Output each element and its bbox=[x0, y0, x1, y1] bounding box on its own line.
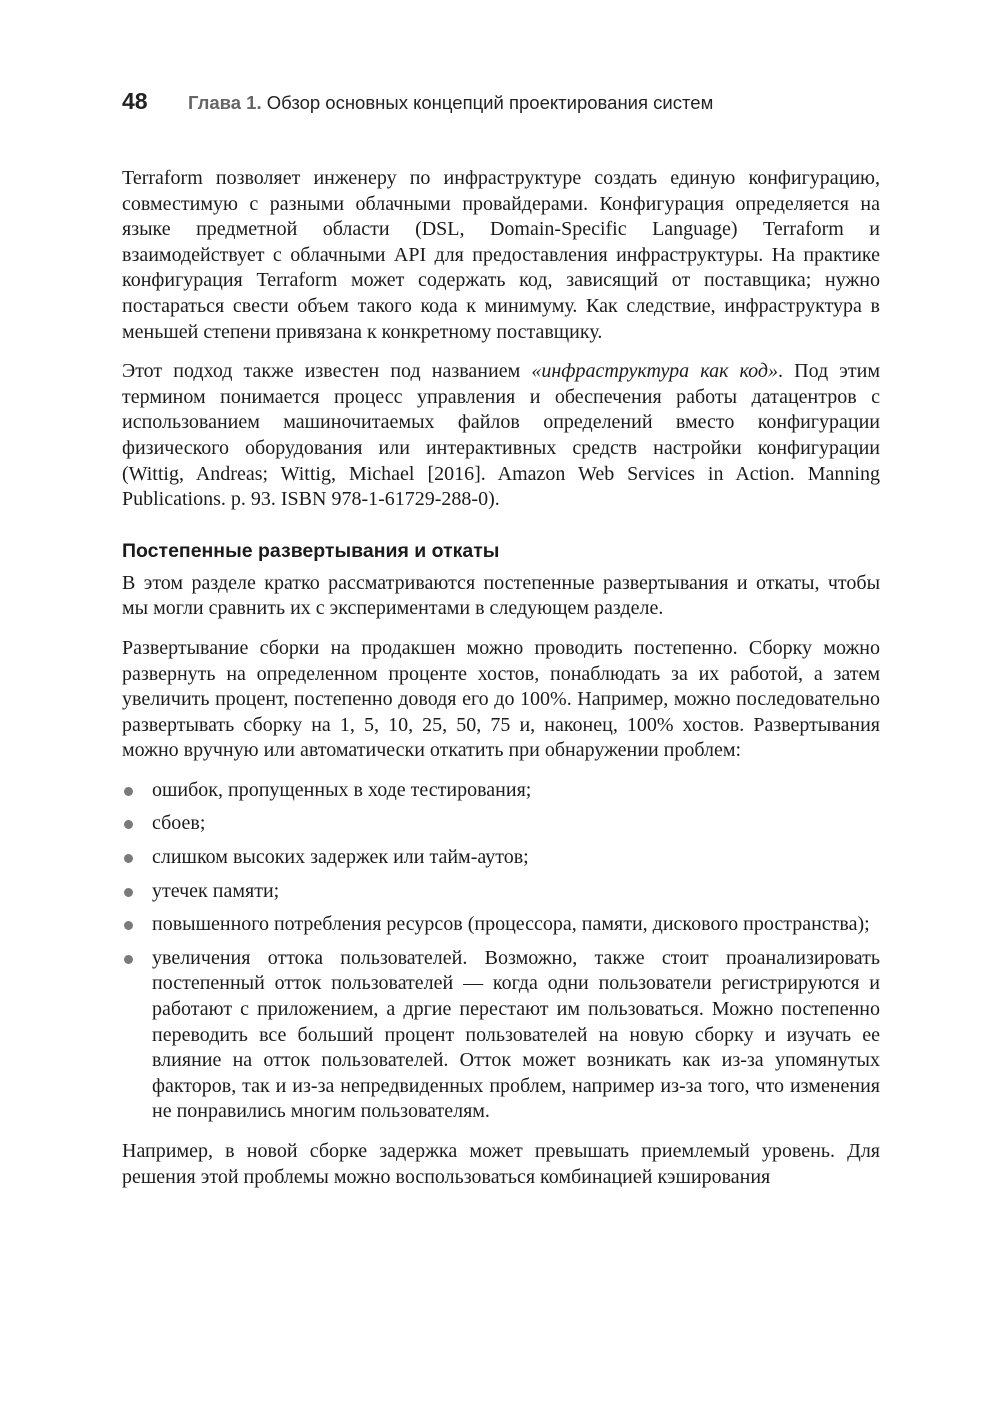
list-item-text: ошибок, пропущенных в ходе тестирования; bbox=[152, 778, 532, 801]
list-item bbox=[122, 879, 880, 905]
list-item-text: сбоев; bbox=[152, 812, 206, 835]
page-number: 48 bbox=[122, 88, 148, 114]
paragraph-iac bbox=[122, 359, 880, 513]
paragraph-gradual-rollout: Развертывание сборки на продакшен можно проводить постепенно. Сборку можно развернуть на определенном проценте хостов, понаблюдать за их работой, а затем увеличить процент, постепенно доводя его до 100%. Например, можно последовательно развертывать сборку на 1, 5, 10, 25, 50, 75 и, наконец, 100% хостов. Развертывания можно вручную или автоматически откатить при обнаружении проблем: bbox=[122, 636, 880, 762]
chapter-title bbox=[188, 92, 713, 114]
list-item bbox=[122, 778, 880, 804]
paragraph-latency-example: Например, в новой сборке задержка может превышать приемлемый уровень. Для решения этой проблемы можно воспользоваться комбинацией кэширования bbox=[122, 1140, 880, 1188]
body-text bbox=[122, 166, 880, 1190]
paragraph-iac-rest: . Под этим термином понимается процесс управления и обеспечения работы датацентров с использованием машиночитаемых файлов определений вместо конфигурации физического оборудования или интерактивных средств настройки конфигурации (Wittig, Andreas; Wittig, Michael [2016]. Amazon Web Services in Action. Manning Publications. p. 93. ISBN 978-1-61729-288-0). bbox=[122, 360, 880, 511]
paragraph-iac-start: Этот подход также известен под названием bbox=[122, 360, 532, 383]
chapter-prefix: Глава 1. bbox=[188, 92, 262, 113]
list-item-text: слишком высоких задержек или тайм-аутов; bbox=[152, 846, 529, 869]
bullet-icon bbox=[124, 820, 133, 829]
paragraph-section-intro: В этом разделе кратко рассматриваются постепенные развертывания и откаты, чтобы мы могли сравнить их с экспериментами в следующем разделе. bbox=[122, 571, 880, 620]
list-item-text: повышенного потребления ресурсов (процессора, памяти, дискового пространства); bbox=[152, 913, 870, 936]
chapter-name: Обзор основных концепций проектирования систем bbox=[266, 92, 714, 113]
list-item bbox=[122, 845, 880, 871]
section-heading: Постепенные развертывания и откаты bbox=[122, 539, 500, 562]
book-page bbox=[122, 88, 880, 1204]
problems-list bbox=[122, 778, 880, 1125]
bullet-icon bbox=[124, 888, 133, 897]
iac-term: «инфраструктура как код» bbox=[531, 360, 778, 383]
paragraph-terraform: Terraform позволяет инженеру по инфраструктуре создать единую конфигурацию, совместимую с разными облачными провайдерами. Конфигурация определяется на языке предметной области (DSL, Domain-Specific Language) Terraform и взаимодействует с облачными API для предоставления инфраструктуры. На практике конфигурация Terraform может содержать код, зависящий от поставщика; нужно постараться свести объем такого кода к минимуму. Как следствие, инфраструктура в меньшей степени привязана к конкретному поставщику. bbox=[122, 167, 880, 343]
list-item bbox=[122, 946, 880, 1125]
bullet-icon bbox=[124, 854, 133, 863]
list-item bbox=[122, 811, 880, 837]
list-item bbox=[122, 912, 880, 938]
bullet-icon bbox=[124, 921, 133, 930]
bullet-icon bbox=[124, 787, 133, 796]
list-item-text: утечек памяти; bbox=[152, 879, 280, 902]
list-item-text: увеличения оттока пользователей. Возможно, также стоит проанализировать постепенный отток пользователей — когда одни пользователи регистрируются и работают с приложением, а дргие перестают им пользоваться. Можно постепенно переводить все больший процент пользователей на новую сборку и изучать ее влияние на отток пользователей. Отток может возникать как из-за упомянутых факторов, так и из-за непредвиденных проблем, например из-за того, что изменения не понравились многим пользователям. bbox=[152, 946, 880, 1123]
bullet-icon bbox=[124, 955, 133, 964]
running-header bbox=[122, 88, 880, 128]
